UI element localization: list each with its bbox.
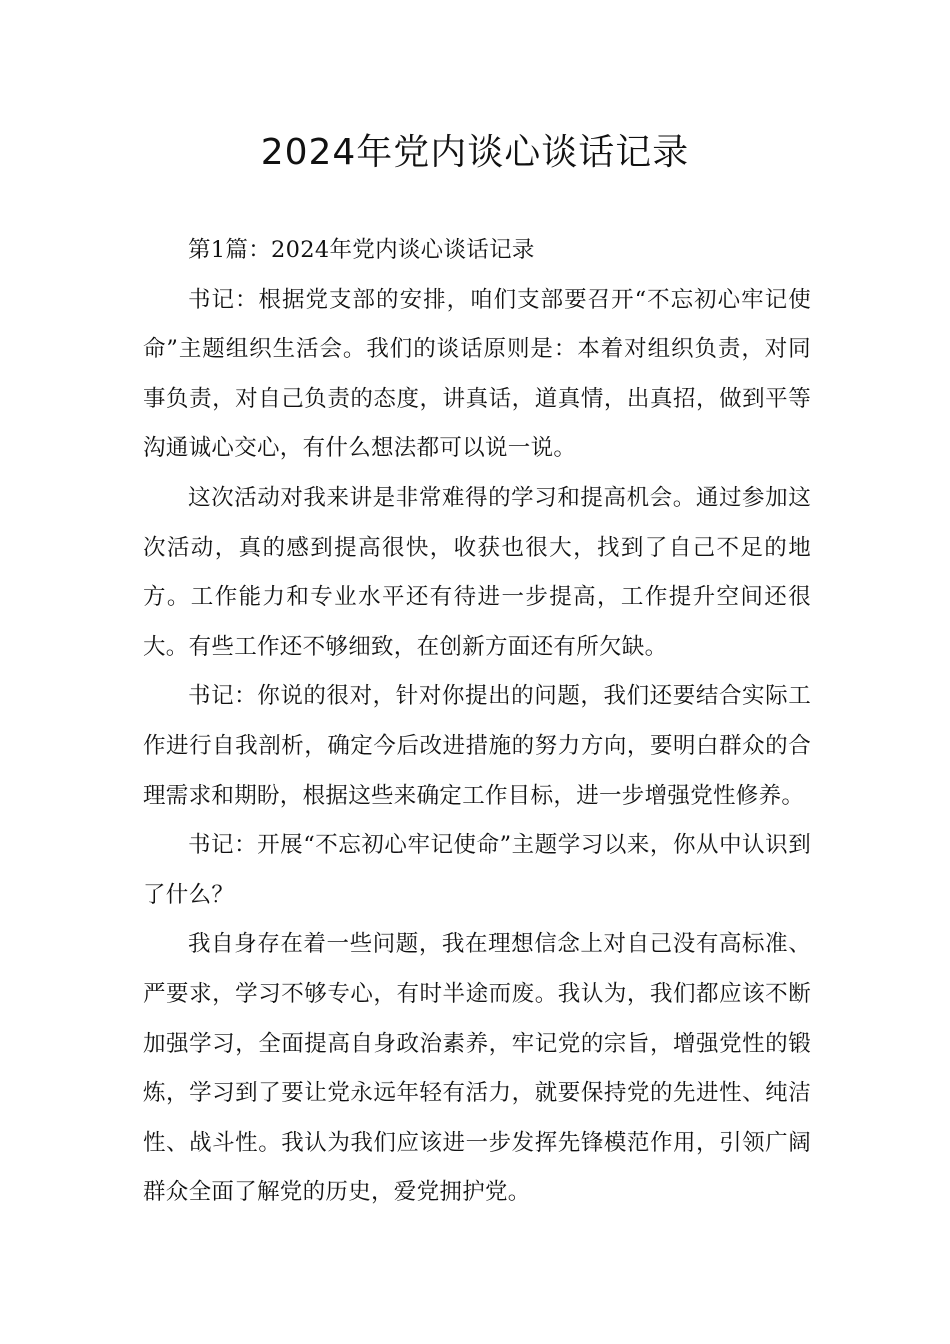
document-title: 2024年党内谈心谈话记录 [260, 132, 690, 173]
paragraph-secretary-response: 书记：你说的很对，针对你提出的问题，我们还要结合实际工作进行自我剖析，确定今后改进措施的努力方向，要明白群众的合理需求和期盼，根据这些来确定工作目标，进一步增强党性修养。 [143, 683, 811, 809]
paragraph-member-reflection: 这次活动对我来讲是非常难得的学习和提高机会。通过参加这次活动，真的感到提高很快，收获也很大，找到了自己不足的地方。工作能力和专业水平还有待进一步提高，工作提升空间还很大。有些工作还不够细致，在创新方面还有所欠缺。 [143, 484, 811, 660]
paragraph-member-answer: 我自身存在着一些问题，我在理想信念上对自己没有高标准、严要求，学习不够专心，有时半途而废。我认为，我们都应该不断加强学习，全面提高自身政治素养，牢记党的宗旨，增强党性的锻炼，学习到了要让党永远年轻有活力，就要保持党的先进性、纯洁性、战斗性。我认为我们应该进一步发挥先锋模范作用，引领广阔群众全面了解党的历史，爱党拥护党。 [143, 931, 811, 1206]
document-body [143, 226, 811, 1218]
paragraph-secretary-opening: 书记：根据党支部的安排，咱们支部要召开“不忘初心牢记使命”主题组织生活会。我们的谈话原则是：本着对组织负责，对同事负责，对自己负责的态度，讲真话，道真情，出真招，做到平等沟通诚心交心，有什么想法都可以说一说。 [143, 286, 811, 462]
paragraph-heading: 第1篇：2024年党内谈心谈话记录 [188, 237, 535, 263]
paragraph-secretary-question: 书记：开展“不忘初心牢记使命”主题学习以来，你从中认识到了什么？ [143, 832, 811, 908]
